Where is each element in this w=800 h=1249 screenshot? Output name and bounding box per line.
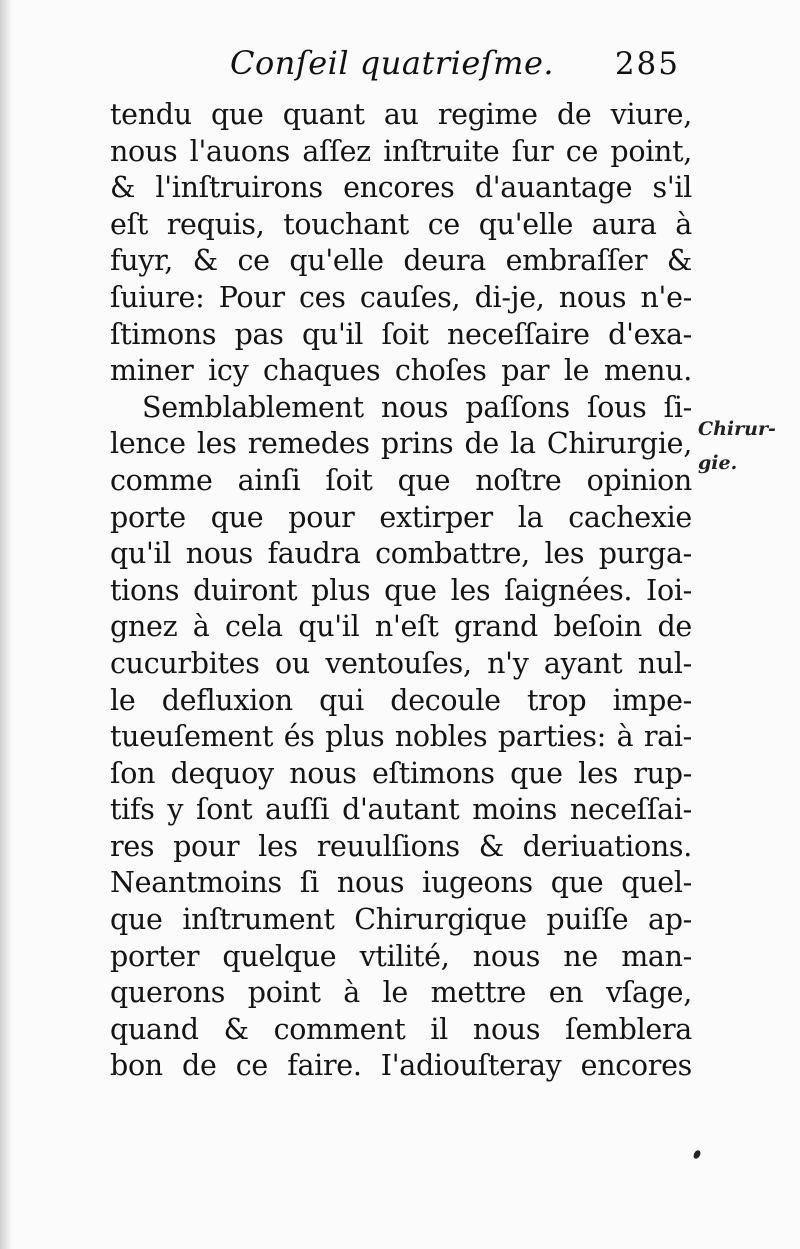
text-line: nous l'auons aſſez inſtruite ſur ce point, [110, 134, 692, 168]
text-line: & l'inſtruirons encores d'auantage s'il [110, 171, 692, 205]
text-line: Neantmoins ſi nous iugeons que quel- [110, 866, 692, 900]
text-line: miner icy chaques choſes par le menu. [110, 354, 692, 388]
marginal-note-line: Chirur- [698, 418, 776, 440]
text-line: res pour les reuulſions & deriuations. [110, 829, 692, 863]
text-line: cucurbites ou ventouſes, n'y ayant nul- [110, 646, 692, 680]
text-line: fuyr, & ce qu'elle deura embraſſer & [110, 244, 692, 278]
text-line: comme ainſi ſoit que noſtre opinion [110, 463, 692, 497]
text-line: tendu que quant au regime de viure, [110, 98, 692, 131]
ink-speck [692, 1149, 702, 1160]
marginal-note [698, 412, 776, 480]
body-text [110, 97, 692, 1085]
text-line: gnez à cela qu'il n'eſt grand beſoin de [110, 610, 692, 644]
running-title: Conſeil quatrieſme. [230, 44, 555, 82]
text-line: ſuiure: Pour ces cauſes, di-je, nous n'e- [110, 280, 692, 314]
text-line: ſtimons pas qu'il ſoit neceſſaire d'exa- [110, 317, 692, 351]
page-gutter-shadow [0, 0, 12, 1249]
text-line: Semblablement nous paſſons ſous ſi- [142, 390, 692, 424]
text-line: eſt requis, touchant ce qu'elle aura à [110, 207, 692, 241]
text-line: le defluxion qui decoule trop impe- [110, 683, 692, 717]
page-number: 285 [614, 46, 680, 82]
text-line: bon de ce faire. I'adiouſteray encores [110, 1049, 692, 1083]
text-line: tions duiront plus que les ſaignées. Ioi- [110, 573, 692, 607]
text-line: tueuſement és plus nobles parties: à rai- [110, 720, 692, 754]
marginal-note-line: gie. [698, 452, 738, 474]
page-header [108, 44, 692, 94]
text-line: porter quelque vtilité, nous ne man- [110, 939, 692, 973]
text-line: porte que pour extirper la cachexie [110, 500, 692, 534]
text-line: tifs y ſont auſſi d'autant moins neceſſai- [110, 793, 692, 827]
text-line: ſon dequoy nous eſtimons que les rup- [110, 756, 692, 790]
text-line: qu'il nous faudra combattre, les purga- [110, 537, 692, 571]
text-line: que inſtrument Chirurgique puiſſe ap- [110, 903, 692, 937]
text-line: querons point à le mettre en vſage, [110, 976, 692, 1010]
text-line: quand & comment il nous ſemblera [110, 1012, 692, 1046]
text-line: lence les remedes prins de la Chirurgie, [110, 427, 692, 461]
